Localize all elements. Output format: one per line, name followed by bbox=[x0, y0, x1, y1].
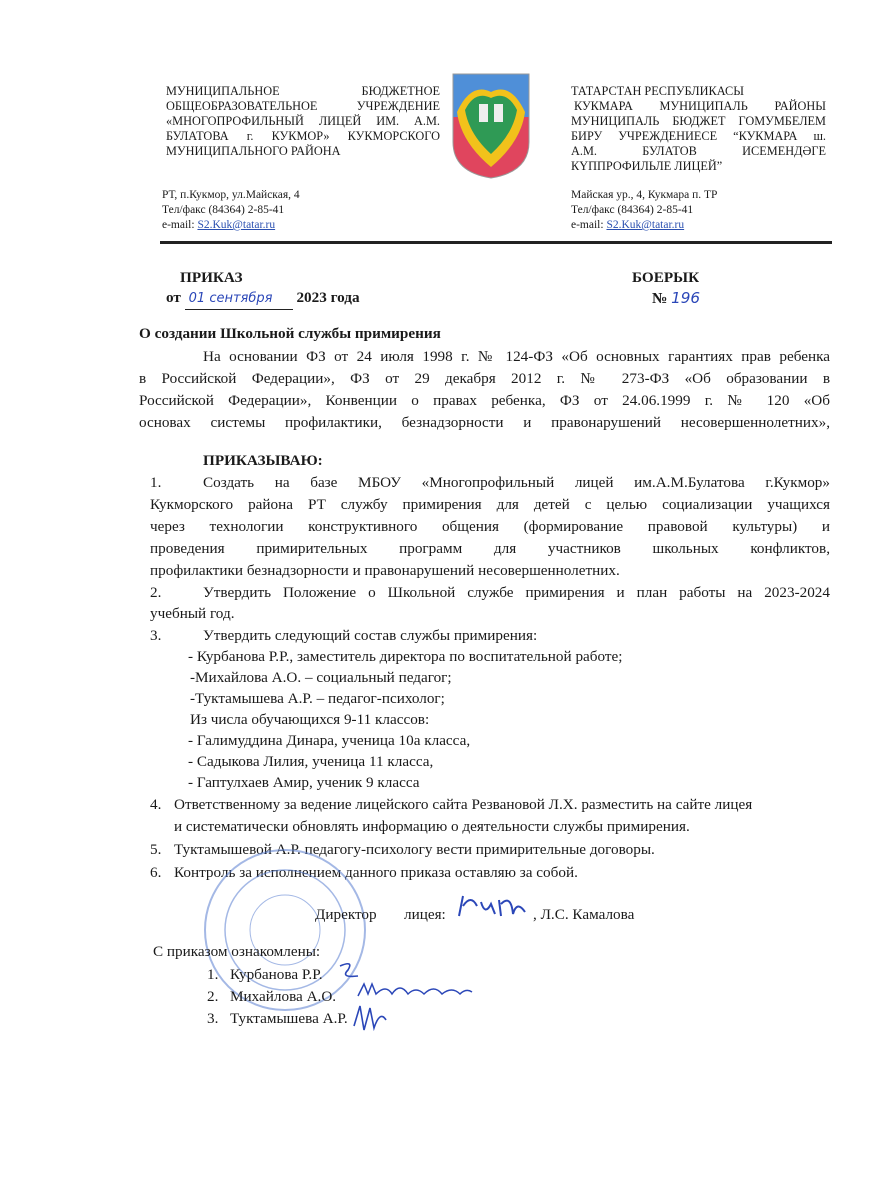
signature-tuktamysheva bbox=[350, 1000, 390, 1041]
item-line: и систематически обновлять информацию о деятельности службы примирения. bbox=[174, 818, 690, 835]
header-left-line: МУНИЦИПАЛЬНОГО РАЙОНА bbox=[166, 144, 341, 158]
acknowledged-title: С приказом ознакомлены: bbox=[153, 943, 321, 960]
item-line: -Туктамышева А.Р. – педагог-психолог; bbox=[190, 690, 445, 707]
left-email-link[interactable]: S2.Kuk@tatar.ru bbox=[197, 219, 276, 231]
item-number: 4. bbox=[150, 796, 162, 813]
item-line: проведения примирительных программ для участников школьных конфликтов, bbox=[150, 540, 830, 557]
left-address: РТ, п.Кукмор, ул.Майская, 4 bbox=[162, 189, 300, 201]
order-title-right: БОЕРЫК bbox=[632, 269, 700, 286]
item-line: Контроль за исполнением данного приказа оставляю за собой. bbox=[174, 864, 578, 881]
command-word: ПРИКАЗЫВАЮ: bbox=[203, 452, 323, 469]
director-role: Директор bbox=[315, 906, 377, 923]
ack-number: 3. bbox=[207, 1010, 219, 1027]
item-line: через технологии конструктивного общения (формирование правовой культуры) и bbox=[150, 518, 830, 535]
header-right-contacts bbox=[571, 188, 717, 233]
item-line: Утвердить Положение о Школьной службе примирения и план работы на 2023-2024 bbox=[203, 584, 830, 601]
header-left-line: БУЛАТОВА г. КУКМОР» КУКМОРСКОГО bbox=[166, 129, 440, 143]
item-line: Утвердить следующий состав службы примирения: bbox=[203, 627, 538, 644]
header-right-line: КҮППРОФИЛЬЛЕ ЛИЦЕЙ” bbox=[571, 159, 723, 173]
item-number: 1. bbox=[150, 474, 162, 491]
ack-number: 1. bbox=[207, 966, 219, 983]
header-right-line: МУНИЦИПАЛЬ БЮДЖЕТ ГОМУМБЕЛЕМ bbox=[571, 114, 826, 128]
header-right-line: А.М. БУЛАТОВ ИСЕМЕНДӘГЕ bbox=[571, 144, 826, 158]
item-line: профилактики безнадзорности и правонарушений несовершеннолетних. bbox=[150, 562, 620, 579]
item-number: 5. bbox=[150, 841, 162, 858]
ack-name: Михайлова А.О. bbox=[230, 988, 337, 1005]
order-number bbox=[652, 288, 700, 309]
item-line: -Михайлова А.О. – социальный педагог; bbox=[190, 669, 452, 686]
header-left-line: «МНОГОПРОФИЛЬНЫЙ ЛИЦЕЙ ИМ. А.М. bbox=[166, 114, 440, 128]
item-line: Туктамышевой А.Р. педагогу-психологу вести примирительные договоры. bbox=[174, 841, 655, 858]
date-suffix: 2023 года bbox=[296, 289, 360, 306]
preamble-line: На основании ФЗ от 24 июля 1998 г. № 124-ФЗ «Об основных гарантиях прав ребенка bbox=[203, 348, 830, 365]
director-name: , Л.С. Камалова bbox=[533, 906, 635, 923]
header-right-line: КУКМАРА МУНИЦИПАЛЬ РАЙОНЫ bbox=[574, 99, 826, 113]
header-left-line: МУНИЦИПАЛЬНОЕ БЮДЖЕТНОЕ bbox=[166, 84, 440, 98]
header-left-line: ОБЩЕОБРАЗОВАТЕЛЬНОЕ УЧРЕЖДЕНИЕ bbox=[166, 99, 440, 113]
item-line: - Галимуддина Динара, ученица 10а класса, bbox=[188, 732, 471, 749]
preamble-line: в Российской Федерации», ФЗ от 29 декабря 2012 г. № 273-ФЗ «Об образовании в bbox=[139, 370, 830, 387]
item-line: - Садыкова Лилия, ученица 11 класса, bbox=[188, 753, 434, 770]
item-line: Из числа обучающихся 9-11 классов: bbox=[190, 711, 430, 728]
item-line: Ответственному за ведение лицейского сайта Резвановой Л.Х. разместить на сайте лицея bbox=[174, 796, 753, 813]
header-divider bbox=[160, 241, 832, 244]
number-handwritten: 196 bbox=[671, 289, 701, 307]
right-address: Майская ур., 4, Кукмара п. ТР bbox=[571, 189, 718, 201]
header-right-line: БИРУ УЧРЕЖДЕНИЕСЕ “КУКМАРА ш. bbox=[571, 129, 826, 143]
right-email-label: e-mail: bbox=[571, 219, 607, 231]
ack-name: Туктамышева А.Р. bbox=[230, 1010, 348, 1027]
order-date bbox=[166, 288, 360, 310]
item-number: 2. bbox=[150, 584, 162, 601]
date-prefix: от bbox=[166, 289, 181, 306]
item-number: 6. bbox=[150, 864, 162, 881]
header-right-line: ТАТАРСТАН РЕСПУБЛИКАСЫ bbox=[571, 84, 744, 98]
order-subject: О создании Школьной службы примирения bbox=[139, 325, 441, 342]
right-phone: Тел/факс (84364) 2-85-41 bbox=[571, 204, 694, 216]
item-line: Создать на базе МБОУ «Многопрофильный лицей им.А.М.Булатова г.Кукмор» bbox=[203, 474, 830, 491]
left-email-label: e-mail: bbox=[162, 219, 198, 231]
item-line: - Гаптулхаев Амир, ученик 9 класса bbox=[188, 774, 420, 791]
item-line: Кукморского района РТ службу примирения для детей с целью социализации учащихся bbox=[150, 496, 830, 513]
ack-number: 2. bbox=[207, 988, 219, 1005]
preamble-line: основах системы профилактики, безнадзорности и правонарушений несовершеннолетних», bbox=[139, 414, 830, 431]
header-left-org bbox=[166, 84, 440, 159]
left-phone: Тел/факс (84364) 2-85-41 bbox=[162, 204, 285, 216]
right-email-link[interactable]: S2.Kuk@tatar.ru bbox=[606, 219, 685, 231]
coat-of-arms-emblem bbox=[451, 72, 531, 180]
item-line: учебный год. bbox=[150, 605, 235, 622]
item-line: - Курбанова Р.Р., заместитель директора по воспитательной работе; bbox=[188, 648, 623, 665]
director-org: лицея: bbox=[404, 906, 446, 923]
order-title-left: ПРИКАЗ bbox=[180, 269, 243, 286]
ack-name: Курбанова Р.Р. bbox=[230, 966, 323, 983]
item-number: 3. bbox=[150, 627, 162, 644]
header-left-contacts bbox=[162, 188, 300, 233]
date-handwritten: 01 сентября bbox=[185, 289, 293, 310]
preamble-line: Российской Федерации», Конвенции о правах ребенка, ФЗ от 24.06.1999 г. № 120 «Об bbox=[139, 392, 830, 409]
director-signature bbox=[455, 890, 531, 929]
header-right-org bbox=[571, 84, 826, 174]
number-prefix: № bbox=[652, 290, 668, 307]
